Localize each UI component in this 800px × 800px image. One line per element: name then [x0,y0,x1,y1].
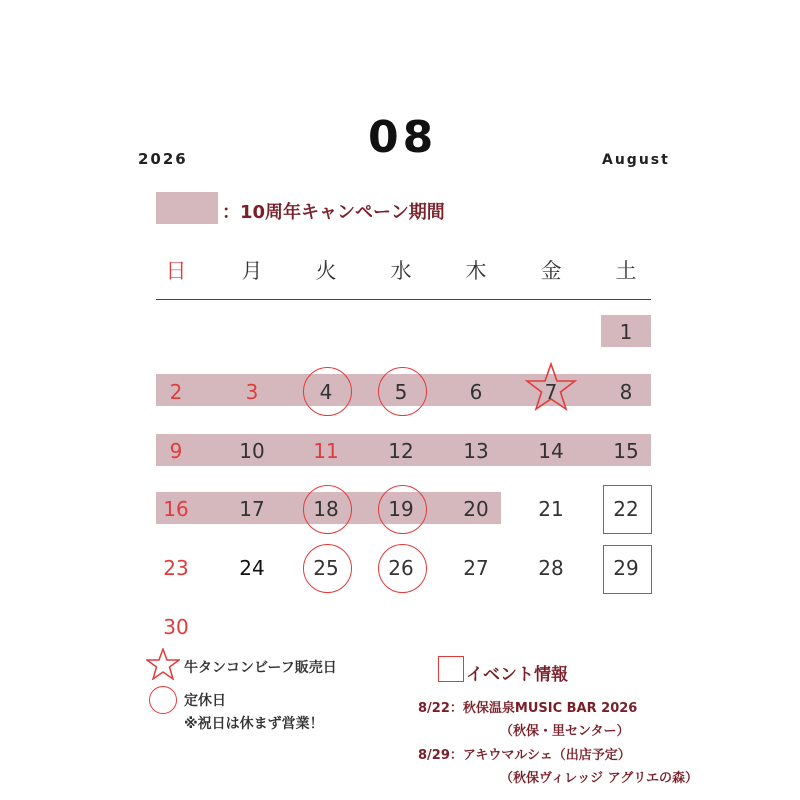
day-14[interactable]: 14 [538,439,564,463]
day-3[interactable]: 3 [245,380,259,404]
weekday-sun: 日 [165,259,187,283]
day-13[interactable]: 13 [463,439,489,463]
day-22[interactable]: 22 [613,497,639,521]
day-10[interactable]: 10 [239,439,265,463]
day-17[interactable]: 17 [239,497,265,521]
day-30[interactable]: 30 [163,615,189,639]
day-2[interactable]: 2 [169,380,183,404]
event-2-line2: （秋保ヴィレッジ アグリエの森） [500,771,698,786]
event-legend-title: イベント情報 [466,665,568,685]
day-7[interactable]: 7 [544,380,558,404]
campaign-legend-text: ：10周年キャンペーン期間 [222,202,445,223]
circle-legend-icon [149,686,177,714]
campaign-swatch [156,192,218,224]
event-2-line1: 8/29：アキウマルシェ（出店予定） [418,748,631,763]
day-26[interactable]: 26 [388,556,414,580]
month-name: August [602,152,670,168]
day-27[interactable]: 27 [463,556,489,580]
day-24[interactable]: 24 [239,556,265,580]
day-21[interactable]: 21 [538,497,564,521]
event-1-line2: （秋保・里センター） [500,724,630,739]
month-number: 08 [368,112,438,163]
holiday-note: ※祝日は休まず営業！ [184,716,324,732]
day-29[interactable]: 29 [613,556,639,580]
day-6[interactable]: 6 [469,380,483,404]
day-15[interactable]: 15 [613,439,639,463]
star-legend-icon [146,648,180,680]
weekday-thu: 木 [465,259,487,283]
day-9[interactable]: 9 [169,439,183,463]
event-1-line1: 8/22：秋保温泉MUSIC BAR 2026 [418,701,638,716]
day-23[interactable]: 23 [163,556,189,580]
day-11[interactable]: 11 [313,439,339,463]
day-4[interactable]: 4 [319,380,333,404]
day-16[interactable]: 16 [163,497,189,521]
day-18[interactable]: 18 [313,497,339,521]
header-divider [156,299,651,300]
day-25[interactable]: 25 [313,556,339,580]
weekday-mon: 月 [241,259,263,283]
day-8[interactable]: 8 [619,380,633,404]
square-legend-icon [438,656,464,682]
weekday-tue: 火 [315,259,337,283]
day-12[interactable]: 12 [388,439,414,463]
beef-sale-legend: 牛タンコンビーフ販売日 [184,660,337,676]
day-1[interactable]: 1 [619,320,633,344]
weekday-sat: 土 [615,259,637,283]
closed-day-legend: 定休日 [184,693,226,709]
year-label: 2026 [138,150,188,168]
day-28[interactable]: 28 [538,556,564,580]
weekday-wed: 水 [390,259,412,283]
day-20[interactable]: 20 [463,497,489,521]
weekday-fri: 金 [540,259,562,283]
day-19[interactable]: 19 [388,497,414,521]
day-5[interactable]: 5 [394,380,408,404]
